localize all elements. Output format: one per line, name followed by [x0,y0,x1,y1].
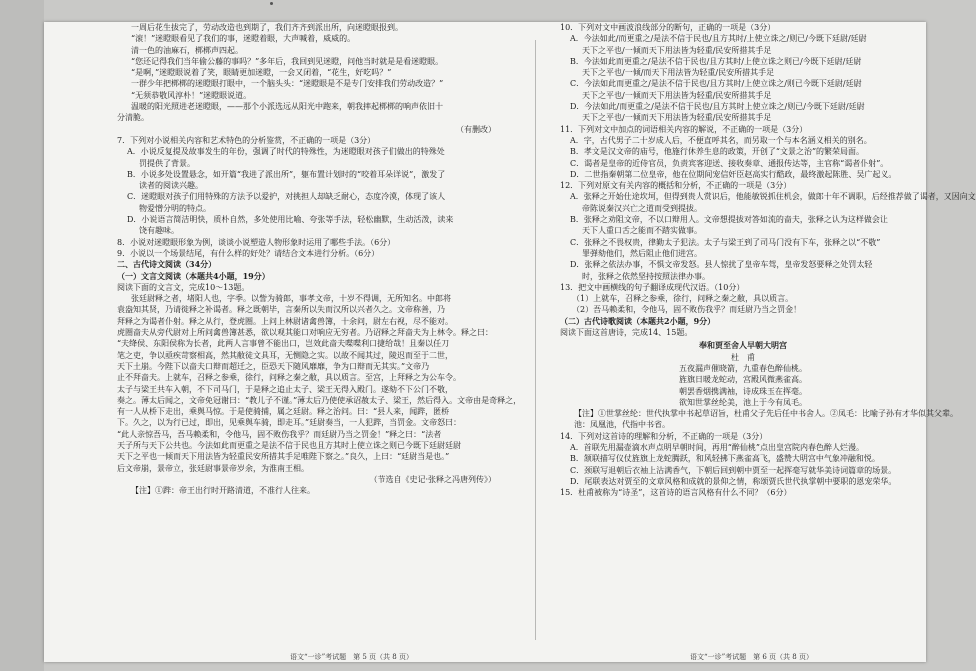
text-line: 旌旗日暖龙蛇动，宫殿风微燕雀高。 [679,375,807,385]
text-line: 欲知世掌丝纶美，池上于今有凤毛。 [679,397,807,407]
text-line: 天下人重口舌之能而不踏实做事。 [582,226,702,236]
text-line: D．二世指秦朝第二位皇帝，他在位期间宠信奸臣赵高实行酷政，最终激起陈胜、吴广起义。 [570,169,897,179]
text-line: “夫绛侯、东阳侯称为长者，此两人言事曾不能出口，岂效此啬夫喋喋利口捷给哉！且秦以任刀 [117,339,450,349]
text-line: 清一色的油麻石，梆梆声四起。 [131,45,243,55]
text-line: B．颔联描写仪仗旌旗上龙蛇腾跃，和风轻拂下燕雀高飞，盛赞大明宫中气象冲融和悦。 [570,454,880,464]
text-line: 阅读下面的文言文，完成10～13题。 [117,282,250,292]
text-line: 奉和贾至舍人早朝大明宫 [699,340,787,351]
text-line: 张廷尉释之者，堵阳人也，字季。以訾为骑郎，事孝文帝，十岁不得调，无所知名。中郎将 [131,294,451,304]
text-line: 【注】①世掌丝纶：世代执掌中书起草诏旨，杜甫父子先后任中书舍人。②凤毛：比喻子孙有才华似其父辈。 [574,409,958,419]
text-line: 14．下列对这首诗的理解和分析，不正确的一项是（3分） [560,431,768,441]
text-line: “是啊，”迷瞪眼说着了笑，眼睛更加迷瞪，一会又闭着，“花生，好吃吗？” [131,68,392,78]
text-line: 罪弹劾他们，然后阻止他们进宫。 [582,248,702,258]
text-line: 天下之平也/一倾而天下用法皆为轻重/民安所措其手足 [582,113,772,123]
text-line: “此人亲惊吾马，吾马赖柔和，令他马，固不败伤我乎？而廷尉乃当之罚金！”释之曰：“法者 [117,429,442,439]
text-line: “您还记得我们当年偷公藤的事吗？”多年后，我回到见迷瞪，问他当时就是是看迷瞪眼。 [131,56,444,66]
text-line: （二）古代诗歌阅读（本题共2小题，9分） [560,315,716,326]
page-footer-right: 语文“一诊”考试题 第 6 页（共 8 页） [690,653,813,661]
text-line: C．颈联写退朝后衣袖上沾满香气，下朝后回到朝中贾至一起挥毫写就华美诗词篇章的场景。 [570,465,897,475]
scan-background-edge [0,0,44,671]
text-line: A．字，古代男子二十岁成人后，不便直呼其名，而另取一个与本名涵义相关的别名。 [570,135,872,145]
text-line: 虎圈啬夫从旁代尉对上所问禽兽簿甚悉，欲以观其能口对响应无穷者。乃诏释之拜啬夫为上林令。释之曰： [117,328,493,338]
text-line: 分清脆。 [117,113,149,123]
text-line: 帝陈说秦汉兴亡之道而受到提拔。 [582,203,702,213]
text-line: 有一人从桥下走出，乘舆马惊。于是使骑捕，属之廷尉。释之治问。曰：“县人来，闻跸，匿桥 [117,407,450,417]
text-line: 一群少年把梆梆的迷瞪眼打眼中，一个脑头头：“迷瞪眼是不是专门安排我们劳动改造？” [131,79,444,89]
text-line: C．今法如此而更重之/是法不信于民也/且方其时/上使立诛之/则已今既下廷尉/廷尉 [570,79,862,89]
text-line: 9．小说以一个场景结尾，有什么样的好处？请结合文本进行分析。（6分） [117,248,380,258]
text-line: （一）文言文阅读（本题共4小题，19分） [117,270,270,281]
text-line: “滚！”迷瞪眼看见了我们的事，迷瞪着眼，大声喊着，威威的。 [131,34,356,44]
text-line: C．谒者是皇帝的近侍官员，负责宾客迎送、接收奏章、通报传达等，主官称“谒者仆射”。 [570,158,889,168]
text-line: 阅读下面这首唐诗，完成14、15题。 [560,328,693,338]
exam-page-5 [117,22,522,496]
text-line: A．张释之开始仕途坎坷，但得到贵人赏识后，他能敏锐抓住机会，做郎十年不调职，后经推荐做了谒者，又因向文 [570,192,976,202]
scan-speck [270,2,273,5]
text-line: 12．下列对原文有关内容的概括和分析，不正确的一项是（3分） [560,181,792,191]
text-line: 天下土崩。今陛下以啬夫口辩而超迁之，臣恐天下随风靡靡，争为口辩而无其实。”文帝乃 [117,361,430,371]
text-line: “无须恭敬风淳朴！”迷瞪眼说道。 [131,90,252,100]
text-line: 温暖的阳光照进老迷瞪眼，——那个小派选远从阳光中跑来，朝我摔起梆梆的响声依旧十 [131,102,443,112]
text-line: A．小说反复提及故事发生的年份，强调了时代的特殊性，为迷瞪眼对孩子们做出的特殊处 [127,147,445,157]
text-line: 后文帝崩，景帝立，张廷尉事景帝岁余，为淮南王相。 [117,463,309,473]
text-line: C．迷瞪眼对孩子们用特殊的方法予以爱护，对挑担人却缺乏耐心，态度冷漠，体现了该人 [127,192,446,202]
text-line: 13．把文中画横线的句子翻译成现代汉语。（10分） [560,282,745,292]
text-line: 二、古代诗文阅读（34分） [117,259,217,270]
text-line: 10．下列对文中画波浪线部分的断句，正确的一项是（3分） [560,23,776,32]
text-line: 天下之平也/一倾而天下用法皆为轻重/民安所措其手足 [582,90,772,100]
text-line: 读者的阅读兴趣。 [139,181,203,191]
text-line: 11．下列对文中加点的词语相关内容的解说，不正确的一项是（3分） [560,124,808,134]
page-divider [535,40,536,640]
text-line: 下。久之，以为行已过，即出，见乘舆车骑，即走耳。”廷尉奏当，一人犯跸，当罚金。文帝怒曰： [117,418,462,428]
text-line: 杜 甫 [731,352,755,362]
text-line: B．孝文是汉文帝的庙号，他施行休养生息的政策，开创了“文景之治”的繁荣局面。 [570,147,865,157]
text-line: C．张释之不畏权贵，律勤太子犯法。太子与梁王到了司马门没有下车，张释之以“不敬” [570,237,881,247]
text-line: （1）上就车，召释之参乘，徐行，问释之秦之敝，具以质言。 [572,294,794,304]
page-footer-left: 语文“一诊”考试题 第 5 页（共 8 页） [290,653,413,661]
text-line: 止不拜啬夫。上就车，召释之参乘，徐行，问释之秦之敝，具以质言。至宫，上拜释之为公车令。 [117,373,461,383]
text-line: 天下之平也一倾而天下用法皆为轻重民安所措其手足唯陛下察之。”良久，上曰：“廷尉当是也。” [117,452,450,462]
text-line: A．首联先用漏壶滴水声点明早朝时间，再用“醉仙桃”点出皇宫院内春色醉人烂漫。 [570,442,864,452]
text-line: D．小说语言简洁明快，质朴自然，多处使用比喻、夸张等手法，轻松幽默，生动活泼，读来 [127,215,454,225]
text-line: （节选自《史记·张释之冯唐列传》） [369,474,496,484]
text-line: B．今法如此而更重之/是法不信于民也/且方其时/上使立诛之则已/今既下廷尉/廷尉 [570,56,862,66]
text-line: B．小说多处设置悬念，如开篇“我进了派出所”，躯布置计划时的“咬着耳朵详说”，激发了 [127,169,446,179]
text-line: 奏之。薄太后闻之，文帝免冠谢曰：“教儿子不谨。”薄太后乃使使承诏赦太子、梁王，然后得入。文帝由是奇释之， [117,395,522,405]
text-line: 7．下列对小说相关内容和艺术特色的分析鉴赏，不正确的一项是（3分） [117,135,376,145]
text-line: 罚提供了背景。 [139,158,195,168]
text-line: 一周后花生拔完了，劳动改造也到期了，我们齐齐到派出所，向迷瞪眼报到。 [131,23,403,32]
text-line: 太子与梁王共车入朝，不下司马门，于是释之追止太子、梁王无得入殿门。遂劾不下公门不敬， [117,384,453,394]
text-line: 物爱憎分明的特点。 [139,203,211,213]
text-line: 池：凤凰池，代指中书省。 [574,420,670,430]
text-line: 8．小说对迷瞪眼形象为例，谈谈小说塑造人物形象时运用了哪些手法。（6分） [117,237,396,247]
text-line: D．今法如此/而更重之/是法不信于民也/且方其时上使立诛之/则已/今既下廷尉/廷尉 [570,102,865,112]
text-line: 笔之吏，争以亟疾苛察相高，然其敝徒文具耳，无恻隐之实。以故不闻其过，陵迟而至于二世， [117,350,453,360]
text-line: （有删改） [456,124,496,134]
text-line: 时，张释之依然坚持按照法律办事。 [582,271,710,281]
text-line: D．尾联表达对贾至的文章风格和成就的景仰之情，称颂贾氏世代执掌朝中要职的恩宠荣华。 [570,476,897,486]
text-line: 【注】①跸：帝王出行时开路清道，不准行人往来。 [131,486,315,496]
text-line: 拜释之为谒者仆射。释之从行，登虎圈。上问上林尉诸禽兽簿，十余问，尉左右视，尽不能对。 [117,316,453,326]
text-line: （2）吾马赖柔和，令他马，固不败伤我乎？而廷尉乃当之罚金！ [572,305,802,315]
text-line: 袁盎知其贤，乃请徙释之补谒者。释之既朝毕，言秦所以失而汉所以兴者久之。文帝称善，乃 [117,305,445,315]
text-line: A．今法如此/而更重之/是法不信于民也/且方其时/上使立诛之/则已/今既下廷尉/廷尉 [570,34,867,44]
text-line: 天下之平也/一倾/而天下用法皆为轻重/民安所措其手足 [582,68,775,78]
text-line: D．张释之依法办事，不惧文帝发怒。县人惊扰了皇帝车驾，皇帝发怒要释之处罚太轻 [570,260,873,270]
text-line: 五夜漏声催晓箭，九重春色醉仙桃。 [679,363,807,373]
text-line: 饶有趣味。 [139,226,179,236]
text-line: 朝罢香烟携满袖，诗成珠玉在挥毫。 [679,386,807,396]
text-line: B．张释之劝阻文帝，不以口辩用人。文帝想提拔对答如流的啬夫，张释之认为这样做会让 [570,215,888,225]
text-line: 天下之平也/一倾而天下用法皆为轻重/民安所措其手足 [582,45,772,55]
text-line: 15．杜甫被称为“诗圣”，这首诗的语言风格有什么不同？（6分） [560,488,792,498]
exam-page-6 [560,22,976,498]
text-line: 天子所与天下公共也。今法如此而更重之是法不信于民也且方其时上使立诛之则已今既下廷尉廷尉 [117,440,461,450]
